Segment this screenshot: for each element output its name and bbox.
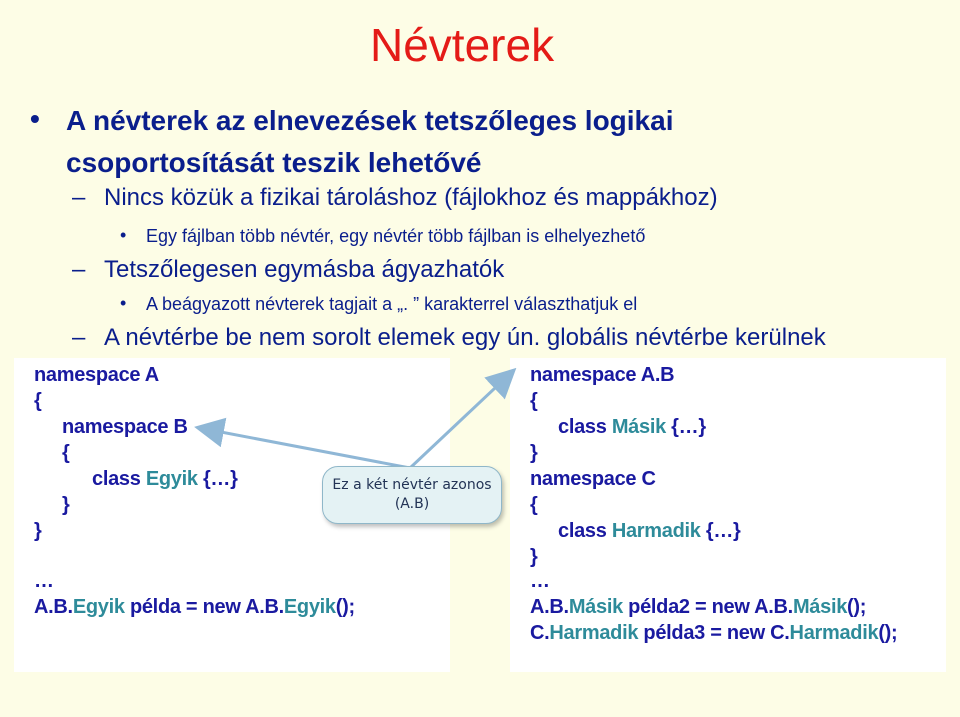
code-type: Egyik	[145, 468, 198, 490]
code-line: }	[34, 520, 42, 542]
code-line: }	[530, 546, 538, 568]
code-type: Egyik	[72, 596, 125, 618]
bullet1-line2: csoportosítását teszik lehetővé	[66, 147, 482, 178]
callout-line2: (A.B)	[394, 496, 430, 512]
code-type: Másik	[568, 596, 623, 618]
bullet-dot-icon: •	[120, 293, 127, 313]
code-text: C.	[530, 622, 550, 644]
code-type: Egyik	[283, 596, 336, 618]
code-line: namespace B	[62, 416, 188, 438]
arrow-to-namespace-b	[200, 428, 410, 468]
slide-title: Névterek	[370, 19, 555, 71]
code-text: példa2 = new A.B.	[622, 596, 793, 618]
code-line: {	[530, 390, 538, 412]
code-keyword: class	[558, 416, 612, 438]
code-line: {	[62, 442, 70, 464]
code-type: Másik	[792, 596, 848, 618]
dash-icon: –	[72, 256, 86, 283]
code-type: Harmadik	[549, 622, 639, 644]
arrow-to-namespace-ab	[410, 372, 512, 468]
code-line: namespace C	[530, 468, 656, 490]
dash-icon: –	[72, 184, 86, 211]
code-keyword: class	[558, 520, 612, 542]
code-line: }	[530, 442, 538, 464]
code-text: A.B.	[530, 596, 569, 618]
dash-icon: –	[72, 324, 86, 351]
code-line: namespace A.B	[530, 364, 675, 386]
code-type: Harmadik	[789, 622, 879, 644]
dash-item-2-text: Tetszőlegesen egymásba ágyazhatók	[104, 256, 505, 283]
code-text: {…}	[700, 520, 741, 542]
code-line: {	[530, 494, 538, 516]
bullet-dot-icon: •	[120, 225, 127, 245]
code-line: }	[62, 494, 70, 516]
bullet-dot-icon: •	[30, 103, 40, 134]
code-type: Harmadik	[611, 520, 701, 542]
code-line: namespace A	[34, 364, 159, 386]
code-text: A.B.	[34, 596, 73, 618]
sub-item-2-text: A beágyazott névterek tagjait a „. ” karakterrel választhatjuk el	[146, 294, 638, 314]
dash-item-3-text: A névtérbe be nem sorolt elemek egy ún. globális névtérbe kerülnek	[104, 324, 826, 351]
code-text: példa = new A.B.	[124, 596, 284, 618]
code-line: {	[34, 390, 42, 412]
code-text: példa3 = new C.	[638, 622, 790, 644]
callout-note	[322, 466, 502, 524]
dash-item-1-text: Nincs közük a fizikai tároláshoz (fájlokhoz és mappákhoz)	[104, 184, 718, 211]
code-text: {…}	[665, 416, 706, 438]
code-keyword: class	[92, 468, 146, 490]
code-text: ();	[878, 622, 898, 644]
code-line: …	[34, 570, 54, 592]
code-line: …	[530, 570, 550, 592]
callout-line1: Ez a két névtér azonos	[332, 477, 492, 493]
code-text: ();	[335, 596, 355, 618]
code-type: Másik	[611, 416, 666, 438]
code-text: {…}	[197, 468, 238, 490]
code-text: ();	[847, 596, 867, 618]
bullet1-line1: A névterek az elnevezések tetszőleges logikai	[66, 105, 674, 136]
sub-item-1-text: Egy fájlban több névtér, egy névtér több fájlban is elhelyezhető	[146, 226, 646, 246]
